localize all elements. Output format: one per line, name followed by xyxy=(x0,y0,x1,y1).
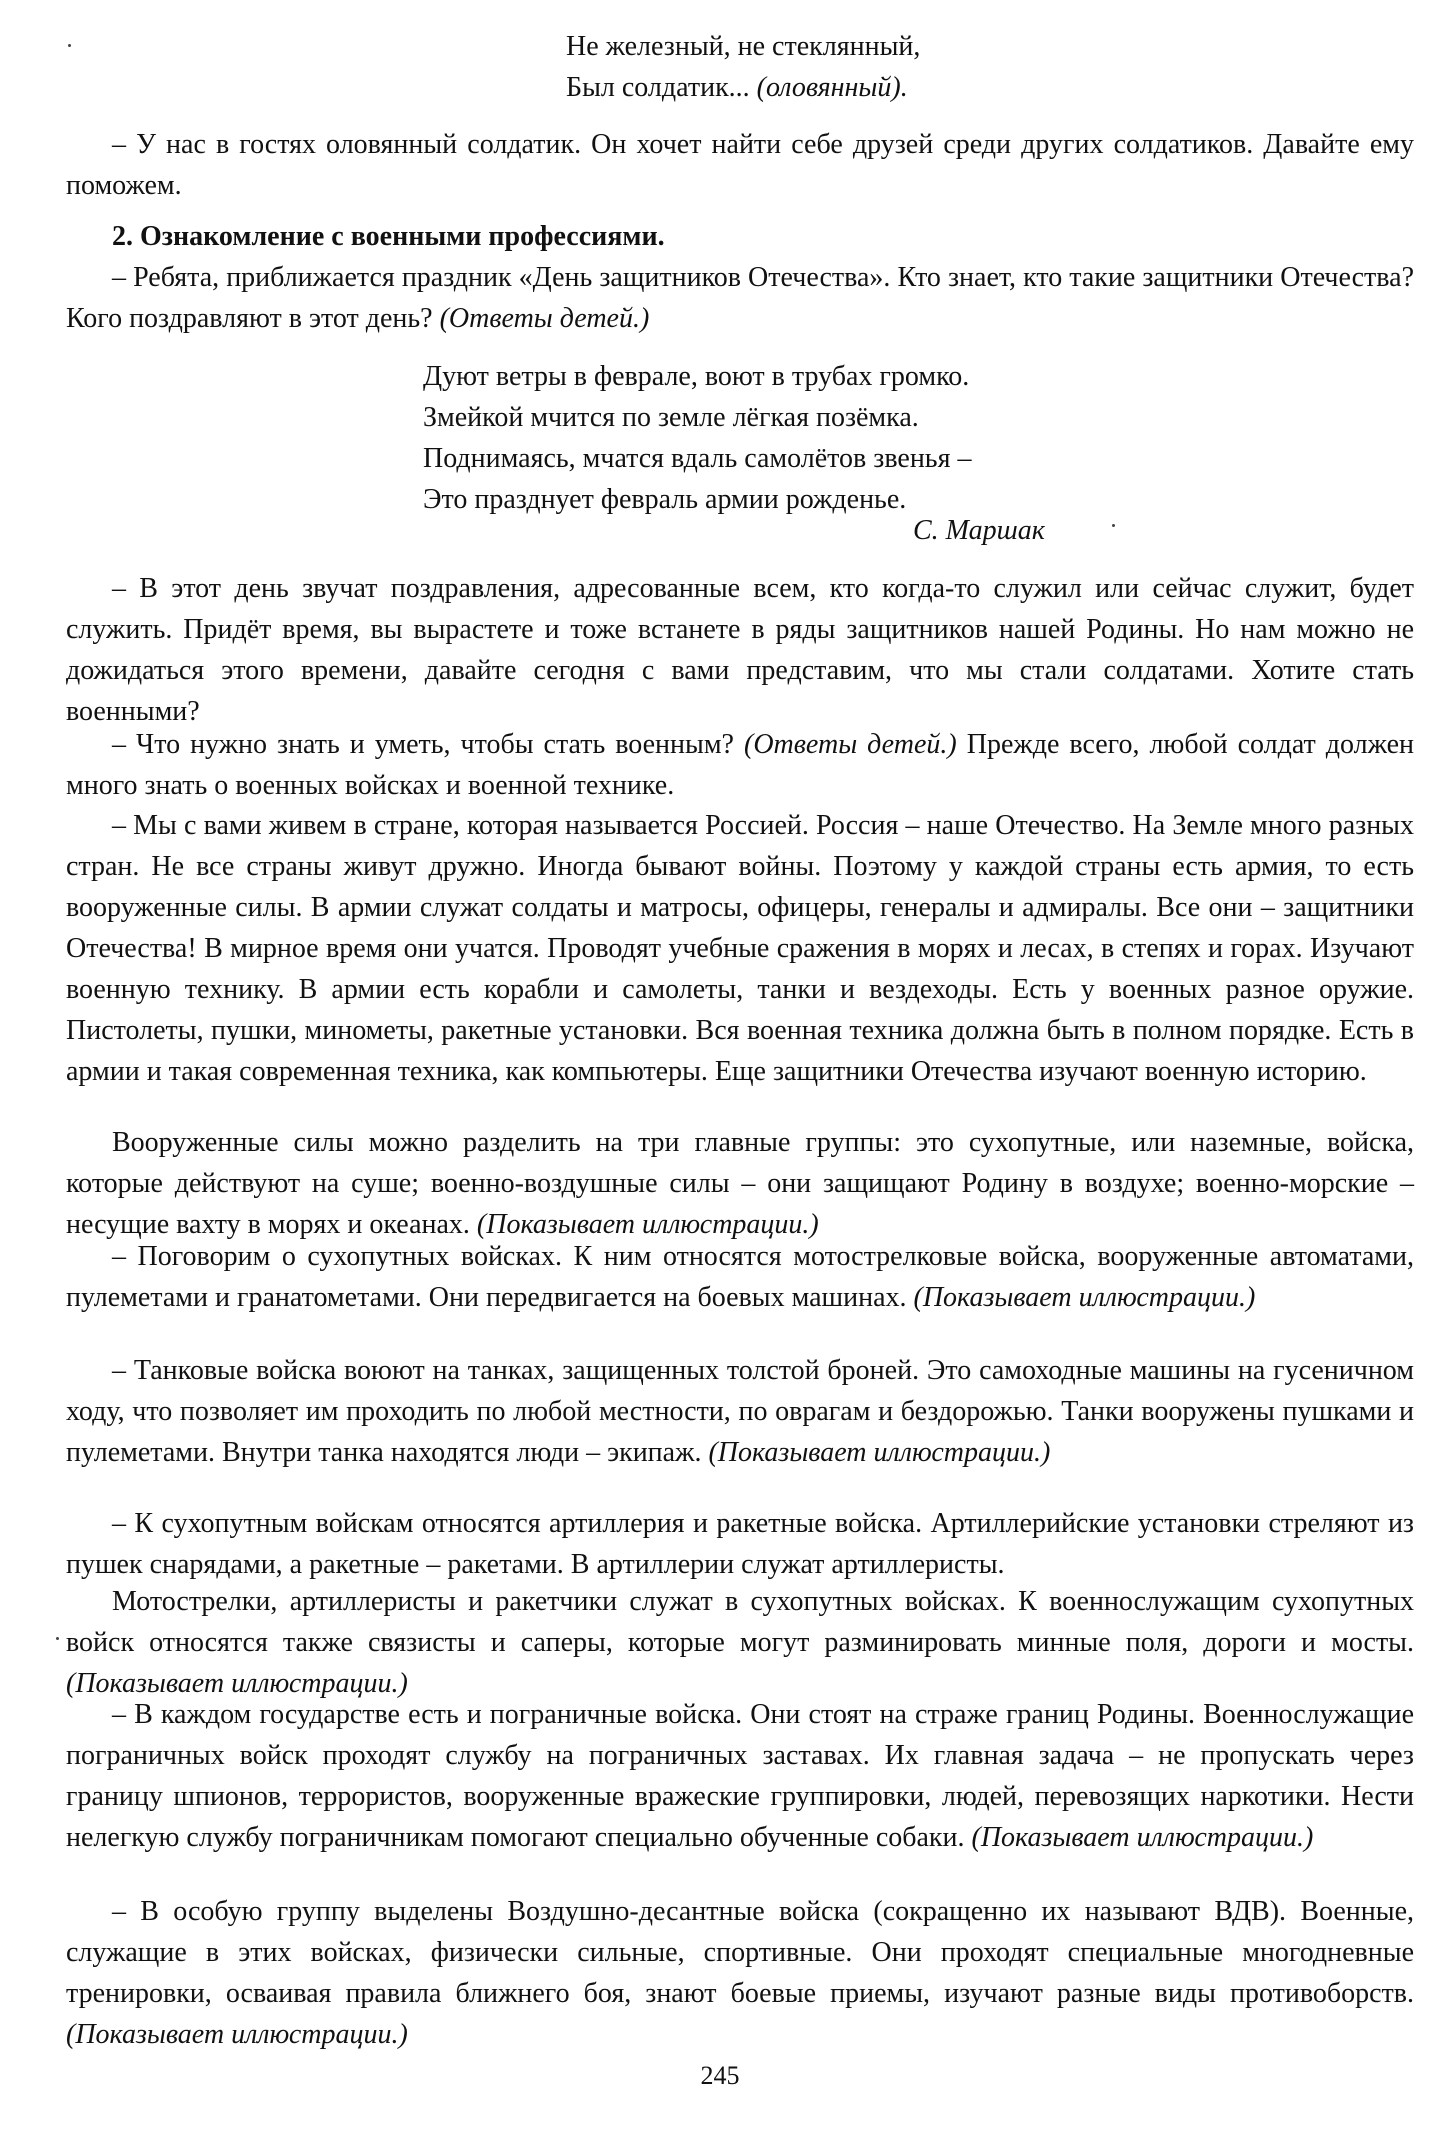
paragraph-12-note: (Показывает иллюстрации.) xyxy=(66,2019,408,2050)
verse xyxy=(423,356,971,520)
paragraph-8-text: – Танковые войска воюют на танках, защищенных толстой броней. Это самоходные машины на гусеничном ходу, что позволяет им проходить по любой местности, по оврагам и бездорожью. Танки вооружены пушками и пулеметами. Внутри танка находятся люди – экипаж. xyxy=(66,1355,1414,1468)
paragraph-1: – У нас в гостях оловянный солдатик. Он хочет найти себе друзей среди других солдатиков. Давайте ему поможем. xyxy=(66,129,1414,201)
paragraph-10-text: Мотострелки, артиллеристы и ракетчики служат в сухопутных войсках. К военнослужащим сухопутных войск относятся также связисты и саперы, которые могут разминировать минные поля, дороги и мосты. xyxy=(66,1586,1414,1658)
verse-author: С. Маршак xyxy=(913,515,1045,546)
paragraph-10 xyxy=(66,1581,1414,1704)
verse-line-2: Змейкой мчится по земле лёгкая позёмка. xyxy=(423,402,919,433)
paragraph-4-text-b: Прежде всего, любой солдат должен много знать о военных войсках и военной технике. xyxy=(66,729,1415,801)
paragraph-11-note: (Показывает иллюстрации.) xyxy=(971,1822,1314,1853)
scan-speck xyxy=(56,1637,59,1640)
paragraph-12-text: – В особую группу выделены Воздушно-десантные войска (сокращенно их называют ВДВ). Военные, служащие в этих войсках, физически сильные, спортивные. Они проходят специальные многодневные тренировки, осваивая правила ближнего боя, знают боевые приемы, изучают разные виды противоборств. xyxy=(66,1896,1414,2009)
riddle xyxy=(566,26,920,108)
paragraph-6 xyxy=(66,1122,1414,1245)
paragraph-4-text-a: – Что нужно знать и уметь, чтобы стать военным? xyxy=(112,729,734,760)
paragraph-4 xyxy=(66,724,1414,806)
paragraph-7-text: – Поговорим о сухопутных войсках. К ним относятся мотострелковые войска, вооруженные автоматами, пулеметами и гранатометами. Они передвигается на боевых машинах. xyxy=(66,1241,1414,1313)
verse-line-4: Это празднует февраль армии рожденье. xyxy=(423,484,907,515)
paragraph-7-note: (Показывает иллюстрации.) xyxy=(913,1282,1256,1313)
riddle-line-1: Не железный, не стеклянный, xyxy=(566,31,921,62)
verse-line-3: Поднимаясь, мчатся вдаль самолётов звенья – xyxy=(423,443,972,474)
paragraph-11 xyxy=(66,1694,1414,1858)
paragraph-6-text: Вооруженные силы можно разделить на три главные группы: это сухопутные, или наземные, войска, которые действуют на суше; военно-воздушные силы – они защищают Родину в воздухе; военно-морские – несущие вахту в морях и океанах. xyxy=(66,1127,1414,1240)
riddle-line-2-text: Был солдатик... xyxy=(566,72,750,103)
paragraph-12 xyxy=(66,1891,1414,2055)
paragraph-10-note: (Показывает иллюстрации.) xyxy=(66,1668,408,1699)
scan-speck xyxy=(68,44,71,47)
page-number: 245 xyxy=(700,2061,740,2090)
verse-line-1: Дуют ветры в феврале, воют в трубах громко. xyxy=(423,361,970,392)
paragraph-8-note: (Показывает иллюстрации.) xyxy=(708,1437,1051,1468)
section-heading: 2. Ознакомление с военными профессиями. xyxy=(112,221,665,252)
paragraph-7 xyxy=(66,1236,1414,1318)
paragraph-4-note: (Ответы детей.) xyxy=(744,729,957,760)
paragraph-8 xyxy=(66,1350,1414,1473)
paragraph-11-text: – В каждом государстве есть и пограничные войска. Они стоят на страже границ Родины. Военнослужащие пограничных войск проходят службу на пограничных заставах. Их главная задача – не пропускать через границу шпионов, террористов, вооруженные вражеские группировки, людей, перевозящих наркотики. Нести нелегкую службу пограничникам помогают специально обученные собаки. xyxy=(66,1699,1414,1853)
paragraph-5: – Мы с вами живем в стране, которая называется Россией. Россия – наше Отечество. На Земле много разных стран. Не все страны живут дружно. Иногда бывают войны. Поэтому у каждой страны есть армия, то есть вооруженные силы. В армии служат солдаты и матросы, офицеры, генералы и адмиралы. Все они – защитники Отечества! В мирное время они учатся. Проводят учебные сражения в морях и лесах, в степях и горах. Изучают военную технику. В армии есть корабли и самолеты, танки и вездеходы. Есть у военных разное оружие. Пистолеты, пушки, минометы, ракетные установки. Вся военная техника должна быть в полном порядке. Есть в армии и такая современная техника, как компьютеры. Еще защитники Отечества изучают военную историю. xyxy=(66,810,1414,1087)
riddle-answer: (оловянный). xyxy=(756,72,908,103)
paragraph-9: – К сухопутным войскам относятся артиллерия и ракетные войска. Артиллерийские установки стреляют из пушек снарядами, а ракетные – ракетами. В артиллерии служат артиллеристы. xyxy=(66,1508,1414,1580)
paragraph-2-note: (Ответы детей.) xyxy=(439,303,650,334)
paragraph-3: – В этот день звучат поздравления, адресованные всем, кто когда-то служил или сейчас служит, будет служить. Придёт время, вы вырастете и тоже встанете в ряды защитников нашей Родины. Но нам можно не дожидаться этого времени, давайте сегодня с вами представим, что мы стали солдатами. Хотите стать военными? xyxy=(66,573,1414,727)
paragraph-2-text: – Ребята, приближается праздник «День защитников Отечества». Кто знает, кто такие защитники Отечества? Кого поздравляют в этот день? xyxy=(66,262,1414,334)
paragraph-2 xyxy=(66,257,1414,339)
riddle-line-2 xyxy=(566,67,920,108)
paragraph-6-note: (Показывает иллюстрации.) xyxy=(476,1209,819,1240)
scan-speck xyxy=(1112,524,1115,527)
